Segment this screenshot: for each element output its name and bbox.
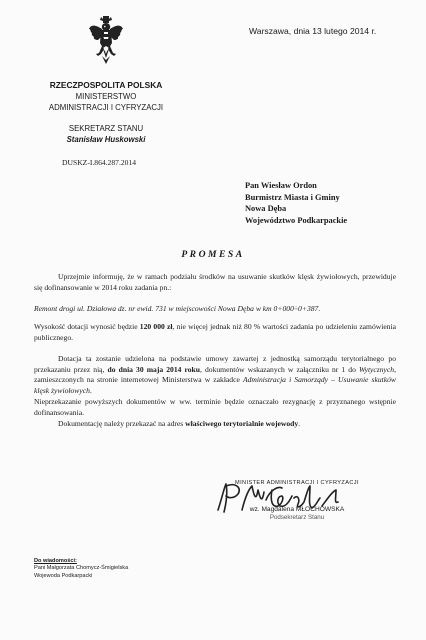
ministry-label: MINISTERSTWO xyxy=(75,92,137,101)
paragraph-conditions xyxy=(34,354,396,396)
recipient-office: Burmistrz Miasta i Gminy xyxy=(245,192,340,202)
paragraph-amount xyxy=(34,322,396,343)
signature-stamp-title: MINISTER ADMINISTRACJI I CYFRYZACJI xyxy=(235,480,359,486)
conditions-text-start: Dotacja ta zostanie udzielona na podstawie umowy zawartej z jednostką samorządu terytorialnego po przekazaniu przez nią, xyxy=(34,354,396,374)
place-date: Warszawa, dnia 13 lutego 2014 r. xyxy=(249,26,377,36)
document-title: PROMESA xyxy=(181,249,245,260)
deadline: do dnia 30 maja 2014 roku xyxy=(107,364,200,374)
paragraph-task-name: Remont drogi ul. Działowa dz. nr ewid. 731 w miejscowości Nowa Dęba w km 0+000÷0+387. xyxy=(34,304,321,313)
delivery-text-start: Dokumentację należy przekazać na adres xyxy=(58,419,186,428)
website-section-ref: Administracja i Samorządy – Usuwanie skutków klęsk żywiołowych xyxy=(34,375,396,395)
delivery-text-end: . xyxy=(298,419,301,428)
paragraph-resignation: Nieprzekazanie powyższych dokumentów w ww. terminie będzie oznaczało rezygnację z przyznanego wstępnie dofinansowania. xyxy=(34,397,396,417)
reference-number: DUSKZ-I.864.287.2014 xyxy=(62,158,137,167)
amount-text-start: Wysokość dotacji wynosić będzie xyxy=(34,322,140,331)
guidelines-ref: Wytycznych xyxy=(358,364,395,374)
copy-recipient-name: Pani Małgorzata Chomycz-Śmigielska xyxy=(34,565,129,572)
recipient-region: Województwo Podkarpackie xyxy=(245,215,348,225)
recipient-town: Nowa Dęba xyxy=(245,204,287,214)
secretary-header xyxy=(20,123,192,145)
secretary-title: SEKRETARZ STANU xyxy=(68,124,144,133)
secretary-name: Stanisław Huskowski xyxy=(66,135,146,144)
polish-eagle-emblem-icon xyxy=(88,12,124,66)
paragraph-delivery xyxy=(34,419,396,430)
signatory-role: Podsekretarz Stanu xyxy=(269,514,325,521)
recipient-name: Pan Wiesław Ordon xyxy=(245,181,317,190)
grant-amount: 120 000 zł xyxy=(139,322,173,331)
delivery-address: właściwego terytorialnie wojewody xyxy=(185,419,299,428)
amount-text-end: , nie więcej jednak niż 80 % wartości zadania po udzieleniu zamówienia publicznego. xyxy=(34,322,397,342)
copies-label: Do wiadomości: xyxy=(34,558,77,564)
paragraph-intro: Uprzejmie informuję, że w ramach podziału środków na usuwanie skutków klęsk żywiołowych, przewiduje się dofinansowanie w 2014 roku zadania pn.: xyxy=(34,272,396,292)
conditions-text-end: . xyxy=(89,385,92,395)
signature-block xyxy=(222,480,372,521)
signatory-name: wz. Magdalena MŁOCHOWSKA xyxy=(249,506,345,513)
copies-to xyxy=(34,558,128,580)
conditions-text-mid2: , zamieszczonych na stronie internetowej Ministerstwa w zakładce xyxy=(34,364,396,385)
recipient-address xyxy=(245,180,347,226)
ministry-name: ADMINISTRACJI I CYFRYZACJI xyxy=(48,103,164,112)
conditions-text-mid: , dokumentów wskazanych w załączniku nr 1 do xyxy=(200,364,359,374)
country-name: RZECZPOSPOLITA POLSKA xyxy=(49,80,163,90)
ministry-header xyxy=(20,80,192,113)
copy-recipient-office: Wojewoda Podkarpacki xyxy=(34,572,93,579)
